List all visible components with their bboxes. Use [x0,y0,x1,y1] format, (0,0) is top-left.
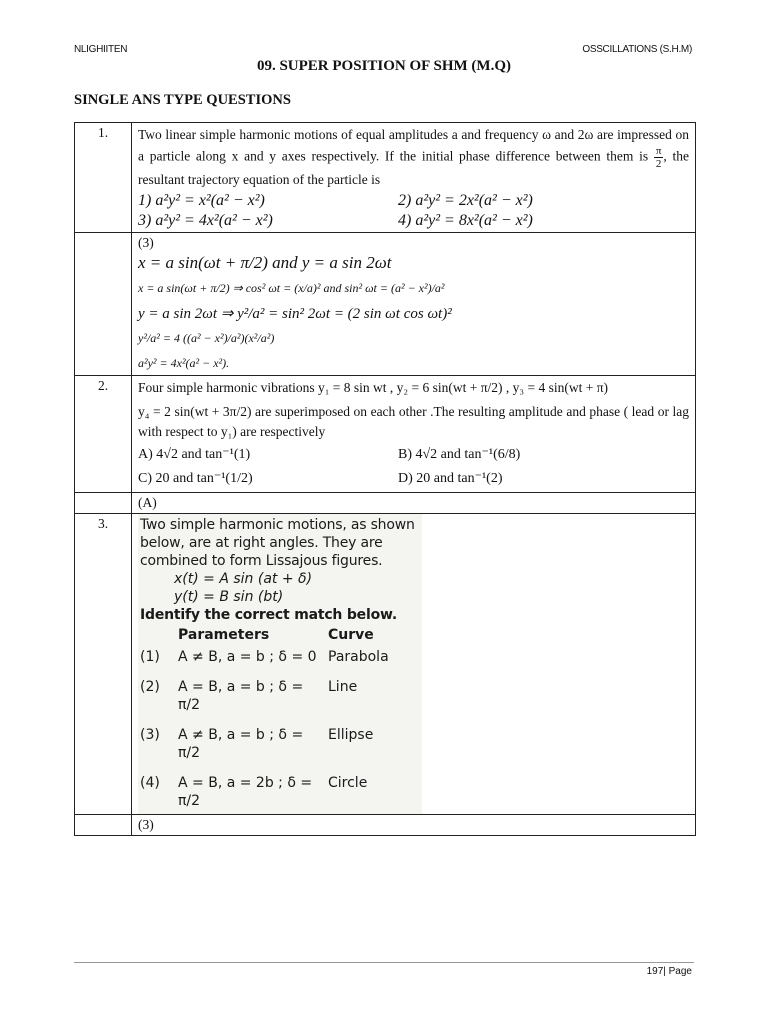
question-text-a: Two linear simple harmonic motions of equal amplitudes a and frequency ω and 2ω are impressed on a particle along x and y axes respectively. If the initial phase difference between them is [138,127,689,164]
match-row: (4) A = B, a = 2b ; δ = π/2 Circle [140,775,368,809]
option-d: D) 20 and tan⁻¹(2) [398,471,503,486]
answer-row-3 [75,815,696,836]
question-body [132,123,696,233]
solution-cell [132,233,696,376]
questions-table [74,122,696,836]
question-text-b: , the resultant trajectory equation of the particle is [138,148,690,187]
solution-line-4: y²/a² = 4 ((a² − x²)/a²)(x²/a²) [138,331,275,345]
solution-line-1: x = a sin(ωt + π/2) and y = a sin 2ωt [138,253,392,272]
page-title: 09. SUPER POSITION OF SHM (M.Q) [256,58,512,74]
question-number: 3. [75,514,132,815]
question-row-3 [75,514,696,815]
page-number: 197| Page [646,966,692,977]
answer-label: (3) [132,815,696,836]
question-line-2: y₄ = 2 sin(wt + 3π/2) are superimposed on each other .The resulting amplitude and phase ( lead or lag with respect to y₁) are respectively [138,404,689,439]
scan-line-1: Two simple harmonic motions, as shown [140,517,415,533]
option-3: 3) a²y² = 4x²(a² − x²) [138,212,273,229]
scan-line-3: combined to form Lissajous figures. [140,553,383,569]
options-grid [138,444,689,490]
match-header [138,626,422,644]
option-b: B) 4√2 and tan⁻¹(6/8) [398,447,521,462]
scanned-question-image [138,514,422,814]
phase-fraction: $\frac{\pi}{2}$ [655,145,662,170]
header-left: NLIGHIITEN [74,44,128,55]
identify-line: Identify the correct match below. [140,607,397,623]
option-1: 1) a²y² = x²(a² − x²) [138,192,265,209]
scan-line-2: below, are at right angles. They are [140,535,383,551]
question-text [138,125,689,190]
option-2: 2) a²y² = 2x²(a² − x²) [398,192,533,209]
match-row: (3) A ≠ B, a = b ; δ = π/2 Ellipse [140,727,374,761]
match-row: (1) A ≠ B, a = b ; δ = 0 Parabola [140,649,389,665]
option-c: C) 20 and tan⁻¹(1/2) [138,471,253,486]
header-right: OSSCILLATIONS (S.H.M) [582,44,692,55]
option-4: 4) a²y² = 8x²(a² − x²) [398,212,533,229]
equation-x: x(t) = A sin (at + δ) [174,571,313,587]
solution-line-5: a²y² = 4x²(a² − x²). [138,356,230,370]
solution-line-2: x = a sin(ωt + π/2) ⇒ cos² ωt = (x/a)² and sin² ωt = (a² − x²)/a² [138,281,445,295]
answer-label: (3) [138,235,154,250]
answer-row-2 [75,493,696,514]
match-row: (2) A = B, a = b ; δ = π/2 Line [140,679,358,713]
question-number: 1. [75,123,132,233]
option-a: A) 4√2 and tan⁻¹(1) [138,447,251,462]
answer-row-1 [75,233,696,376]
footer-divider [74,962,694,963]
question-line-1: Four simple harmonic vibrations y₁ = 8 sin wt , y₂ = 6 sin(wt + π/2) , y₃ = 4 sin(wt + π) [138,380,609,395]
question-number: 2. [75,376,132,493]
question-row-1 [75,123,696,233]
question-body [132,514,696,815]
solution-line-3: y = a sin 2ωt ⇒ y²/a² = sin² 2ωt = (2 sin ωt cos ωt)² [138,306,452,322]
equation-y: y(t) = B sin (bt) [174,589,284,605]
section-heading: SINGLE ANS TYPE QUESTIONS [74,92,291,108]
question-row-2 [75,376,696,493]
col-parameters: Parameters [178,627,270,643]
col-curve: Curve [328,627,374,643]
answer-label: (A) [132,493,696,514]
options-grid [138,192,689,230]
question-body [132,376,696,493]
